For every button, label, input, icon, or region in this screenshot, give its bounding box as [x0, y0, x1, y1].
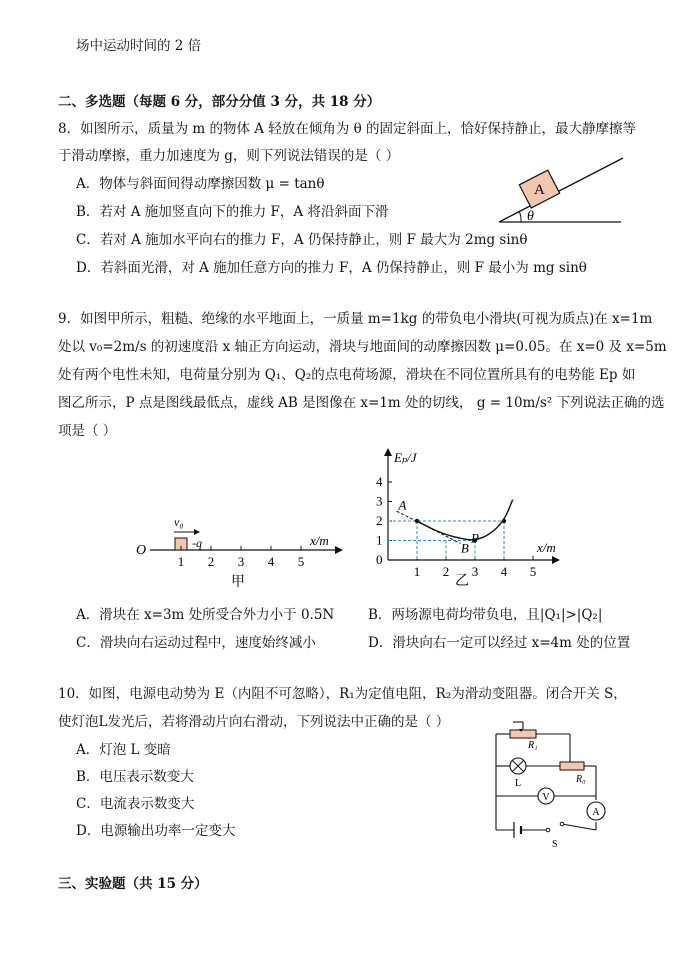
q10-option-a[interactable]: A．灯泡 L 变暗 — [76, 742, 171, 758]
curve-point-1 — [415, 519, 419, 523]
jia-tick-3: 3 — [237, 554, 245, 569]
q10-stem-line2: 使灯泡L发光后，若将滑动片向右滑动，下列说法中正确的是（ ） — [58, 714, 450, 730]
curve-point-3 — [502, 519, 506, 523]
resistor-r0 — [560, 762, 584, 770]
chart-xtick-label-1: 1 — [413, 564, 421, 579]
fig-yi-ep-chart — [362, 448, 562, 588]
q9-stem-line4: 图乙所示，P 点是图线最低点，虚线 AB 是图像在 x=1m 处的切线， g = 10m/s² 下列说法正确的选 — [58, 395, 665, 411]
jia-origin-label: O — [136, 543, 147, 558]
q10-stem-line1: 10．如图，电源电动势为 E（内阻不可忽略），R₁为定值电阻，R₂为滑动变阻器。闭合开关 S， — [58, 686, 627, 702]
block-a-label: A — [534, 182, 545, 199]
switch-symbol — [560, 822, 564, 826]
q9-option-a[interactable]: A．滑块在 x=3m 处所受合外力小于 0.5N — [76, 607, 335, 623]
chart-ytick-label-4: 4 — [376, 474, 383, 489]
q8-stem-line1: 8．如图所示，质量为 m 的物体 A 轻放在倾角为 θ 的固定斜面上，恰好保持静止，最大静摩擦等 — [58, 121, 637, 137]
r0-label: R₀ — [576, 774, 586, 785]
switch-label: S — [552, 839, 558, 850]
q9-stem-line1: 9．如图甲所示，粗糙、绝缘的水平地面上，一质量 m=1kg 的带负电小滑块(可视为质点)在 x=1m — [58, 311, 653, 327]
q10-circuit-figure — [488, 718, 613, 853]
r1-label: R₁ — [528, 740, 538, 751]
chart-xtick-label-4: 4 — [500, 564, 508, 579]
angle-theta-label: θ — [527, 209, 534, 224]
section-heading-experiment: 三、实验题（共 15 分） — [58, 876, 208, 892]
chart-ytick-label-1: 1 — [376, 532, 383, 548]
q8-incline-figure — [497, 156, 627, 226]
q10-option-b[interactable]: B．电压表示数变大 — [76, 769, 194, 785]
q8-option-c[interactable]: C．若对 A 施加水平向右的推力 F，A 仍保持静止，则 F 最大为 2mg sinθ — [76, 232, 528, 248]
voltmeter-label: V — [542, 792, 550, 803]
lamp-label: L — [515, 778, 522, 789]
chart-y-label: Eₚ/J — [394, 450, 417, 465]
fig-jia-number-line — [130, 510, 345, 590]
q8-stem-line2: 于滑动摩擦，重力加速度为 g，则下列说法错误的是（ ） — [58, 148, 400, 164]
previous-question-tail: 场中运动时间的 2 倍 — [76, 38, 202, 54]
jia-charge-label: -q — [192, 536, 202, 550]
tangent-line-ab — [397, 511, 461, 543]
ep-curve — [417, 500, 513, 540]
jia-tick-2: 2 — [207, 554, 215, 569]
jia-velocity-label: v₀ — [174, 515, 184, 529]
chart-point-label-A: A — [398, 497, 407, 513]
chart-xtick-label-3: 3 — [471, 564, 479, 579]
q9-option-d[interactable]: D．滑块向右一定可以经过 x=4m 处的位置 — [368, 635, 631, 651]
q10-option-d[interactable]: D．电源输出功率一定变大 — [76, 823, 236, 839]
chart-origin-label: 0 — [376, 552, 383, 567]
section-heading-multiple-choice: 二、多选题（每题 6 分，部分分值 3 分，共 18 分） — [58, 94, 381, 110]
q10-option-c[interactable]: C．电流表示数变大 — [76, 796, 195, 812]
q8-option-d[interactable]: D．若斜面光滑，对 A 施加任意方向的推力 F，A 仍保持静止，则 F 最小为 mg sinθ — [76, 260, 587, 276]
q9-option-b[interactable]: B．两场源电荷均带负电，且|Q₁|>|Q₂| — [368, 607, 603, 623]
q9-option-c[interactable]: C．滑块向右运动过程中，速度始终减小 — [76, 635, 316, 651]
chart-point-label-B: B — [460, 540, 469, 556]
chart-point-label-P: P — [471, 530, 479, 546]
chart-x-label: x/m — [537, 540, 556, 555]
chart-xtick-label-5: 5 — [529, 564, 537, 579]
jia-tick-5: 5 — [297, 554, 305, 569]
q9-stem-line2: 处以 v₀=2m/s 的初速度沿 x 轴正方向运动，滑块与地面间的动摩擦因数 μ=0.05。在 x=0 及 x=5m — [58, 339, 667, 355]
jia-caption: 甲 — [231, 575, 245, 590]
chart-ytick-label-3: 3 — [376, 493, 383, 509]
jia-tick-1: 1 — [177, 554, 185, 569]
chart-xtick-label-2: 2 — [442, 564, 450, 579]
q9-stem-line3: 处有两个电性未知，电荷量分别为 Q₁、Q₂的点电荷场源，滑块在不同位置所具有的电势能 Ep 如 — [58, 367, 636, 383]
jia-tick-4: 4 — [267, 554, 275, 569]
ammeter-label: A — [592, 807, 600, 818]
q8-option-a[interactable]: A．物体与斜面间得动摩擦因数 μ = tanθ — [76, 176, 325, 192]
jia-axis-label: x/m — [310, 533, 329, 548]
q9-stem-line5: 项是（ ） — [58, 423, 117, 439]
resistor-r1 — [510, 730, 536, 738]
q8-option-b[interactable]: B．若对 A 施加竖直向下的推力 F，A 将沿斜面下滑 — [76, 204, 389, 220]
chart-ytick-label-2: 2 — [376, 513, 383, 528]
yi-caption: 乙 — [455, 574, 469, 588]
